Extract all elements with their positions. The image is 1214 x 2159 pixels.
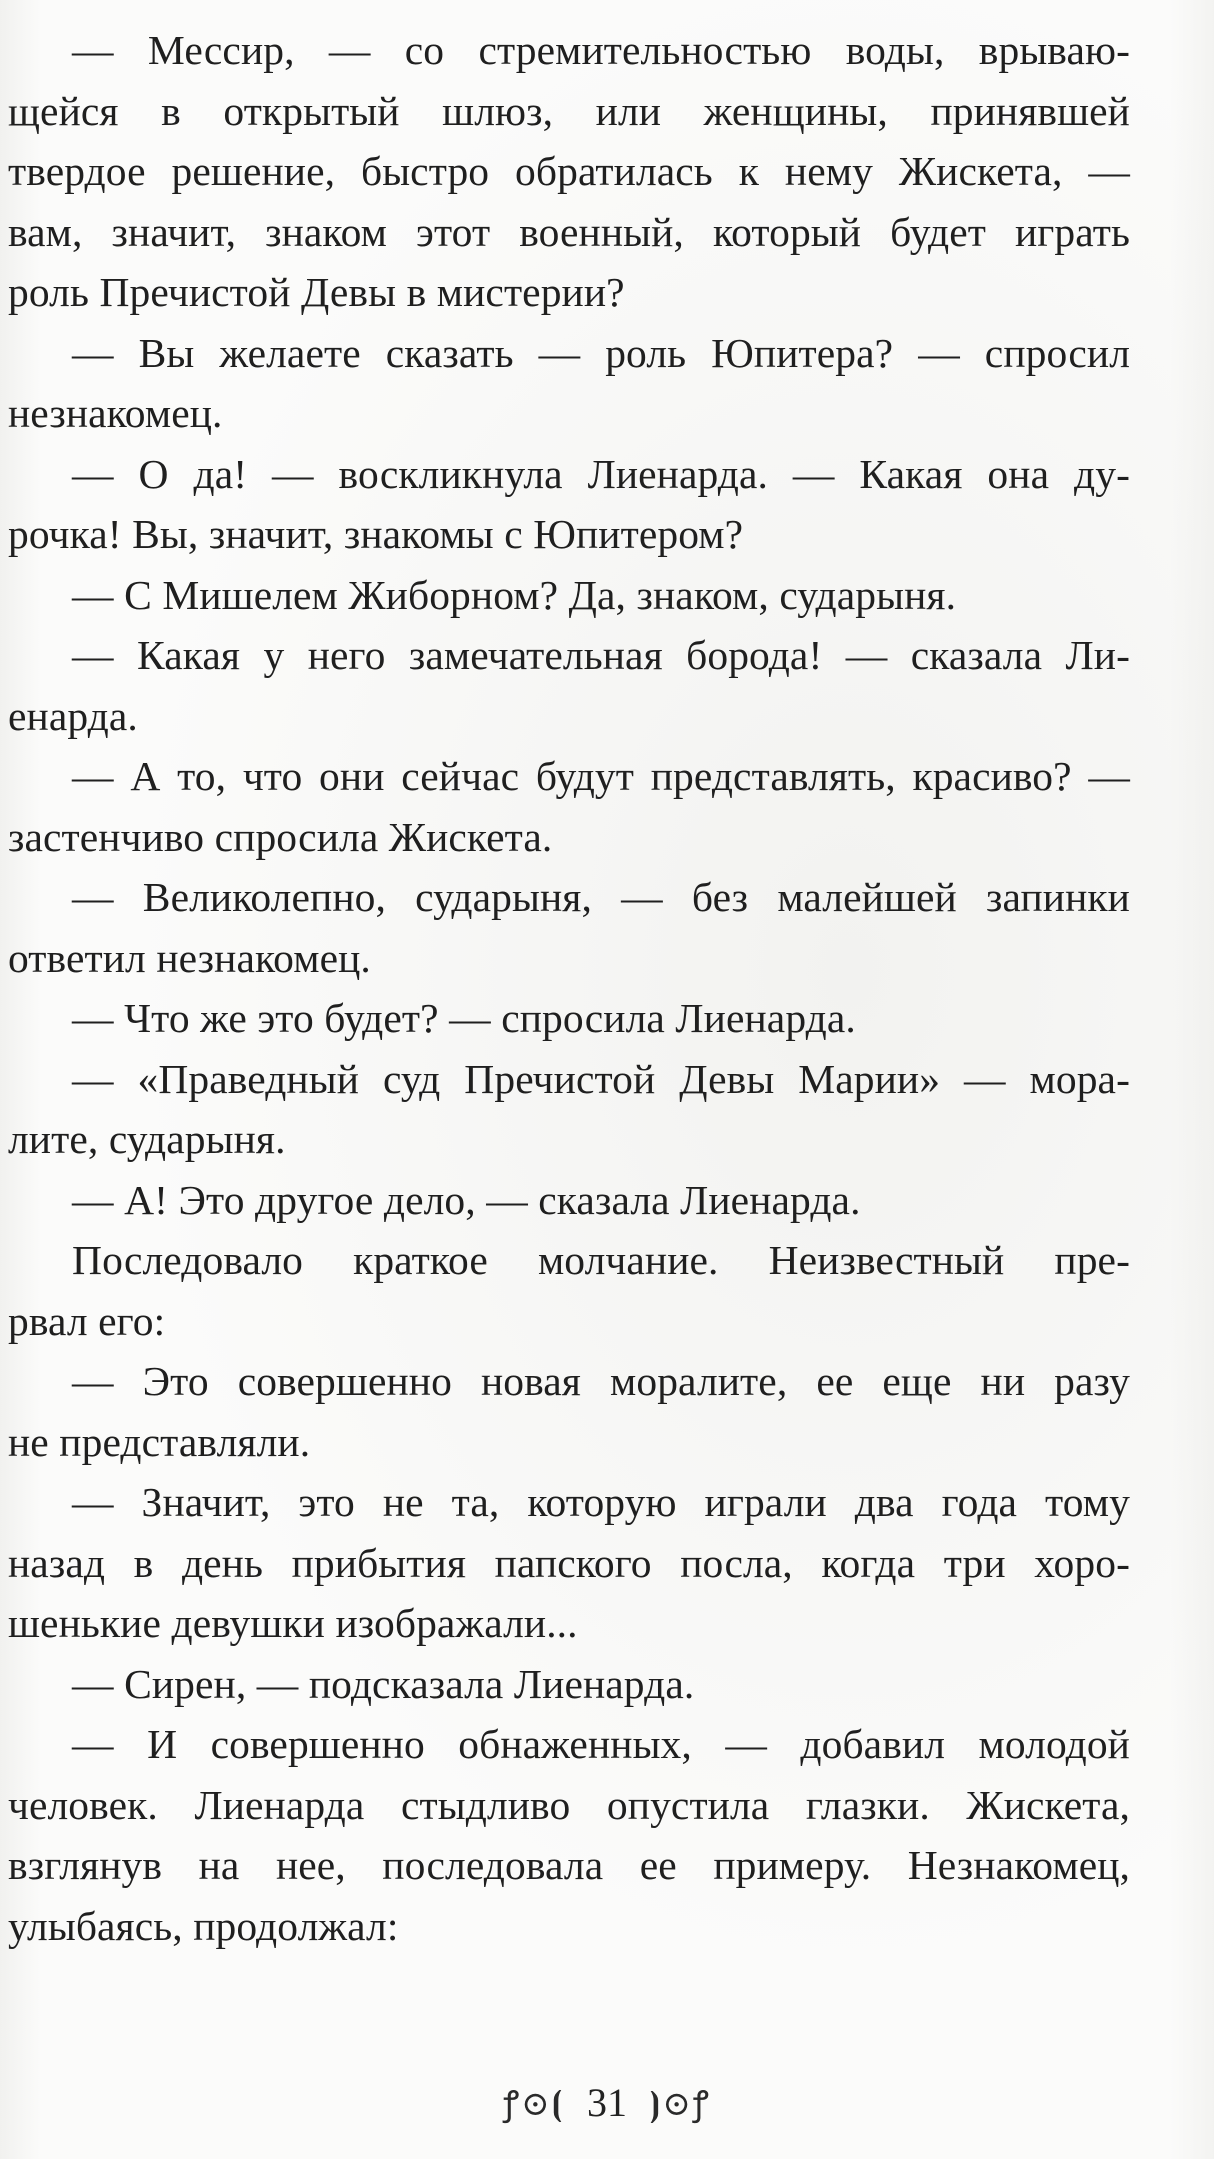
text-line: назад в день прибытия папского посла, когда три хоро-	[8, 1539, 1130, 1586]
text-line: — «Праведный суд Пречистой Девы Марии» — мора-	[72, 1055, 1130, 1102]
text-line: — С Мишелем Жиборном? Да, знаком, сударыня.	[72, 571, 957, 618]
text-line: роль Пречистой Девы в мистерии?	[8, 269, 625, 315]
text-line: — А! Это другое дело, — сказала Лиенарда.	[72, 1176, 861, 1223]
text-line: незнакомец.	[8, 390, 223, 436]
text-line: — Мессир, — со стремительностью воды, врываю-	[72, 27, 1130, 73]
text-line: застенчиво спросила Жискета.	[8, 813, 553, 860]
text-line: улыбаясь, продолжал:	[8, 1902, 399, 1949]
text-line: — Что же это будет? — спросила Лиенарда.	[72, 995, 856, 1041]
text-line: лите, сударыня.	[8, 1116, 286, 1162]
text-line: рвал его:	[8, 1297, 166, 1344]
text-line: — И совершенно обнаженных, — добавил молодой	[72, 1721, 1130, 1767]
text-line: енарда.	[8, 692, 138, 739]
right-ornament-icon: ⦘⊙ꝭ	[649, 2084, 711, 2124]
text-line: Последовало краткое молчание. Неизвестный пре-	[72, 1237, 1130, 1283]
text-line: рочка! Вы, значит, знакомы с Юпитером?	[8, 511, 744, 557]
text-line: щейся в открытый шлюз, или женщины, принявшей	[8, 87, 1130, 134]
text-line: твердое решение, быстро обратилась к нему Жискета, —	[8, 148, 1130, 194]
text-line: — Великолепно, сударыня, — без малейшей запинки	[72, 874, 1130, 920]
text-line: — Сирен, — подсказала Лиенарда.	[72, 1660, 695, 1707]
left-ornament-icon: ꝭ⊙⦗	[503, 2084, 565, 2124]
page-number: 31	[587, 2079, 627, 2125]
body-text	[8, 20, 1130, 1956]
text-line: шенькие девушки изображали...	[8, 1600, 578, 1646]
text-line: — Значит, это не та, которую играли два года тому	[72, 1479, 1130, 1525]
text-line: — Вы желаете сказать — роль Юпитера? — спросил	[72, 329, 1130, 376]
text-line: вам, значит, знаком этот военный, который будет играть	[8, 208, 1130, 255]
text-line: не представляли.	[8, 1418, 311, 1465]
text-line: ответил незнакомец.	[8, 934, 371, 981]
text-line: — А то, что они сейчас будут представлять, красиво? —	[72, 753, 1130, 799]
page-footer	[0, 2072, 1214, 2132]
text-line: человек. Лиенарда стыдливо опустила глазки. Жискета,	[8, 1781, 1130, 1828]
text-line: — Это совершенно новая моралите, ее еще ни разу	[72, 1358, 1130, 1404]
text-line: взглянув на нее, последовала ее примеру. Незнакомец,	[8, 1842, 1130, 1888]
text-line: — О да! — воскликнула Лиенарда. — Какая она ду-	[72, 450, 1130, 497]
text-line: — Какая у него замечательная борода! — сказала Ли-	[72, 632, 1130, 678]
